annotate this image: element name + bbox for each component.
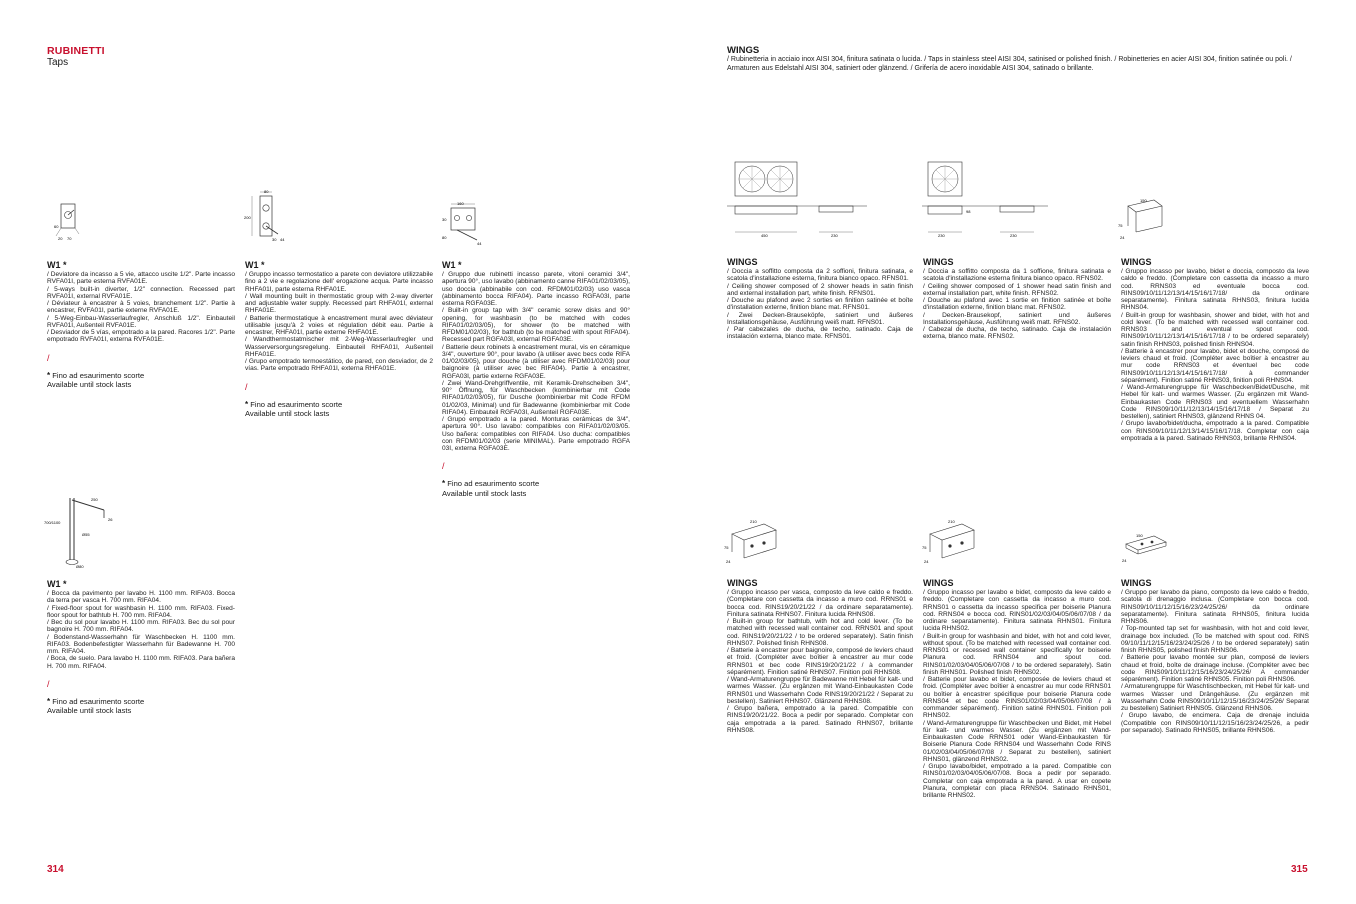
- product-description: / Doccia a soffitto composta da 2 soffioni, finitura satinata, e scatola d'installazione esterna, finitura bianco opaco. RFNS01. / Ceiling shower composed of 2 shower heads in satin finish and external installation part, white finish. RFNS01. / Douche au plafond avec 2 sorties en finition satinée et boîte d'installation externe, finition blanc mat. RFNS01. / Zwei Decken-Brauseköpfe, satiniert und äußeres Installationsgehäuse, Ausführung weiß matt. RFNS01. / Par cabezales de ducha, de techo, satinado. Caja de instalación externa, blanco mate. RFNS01.: [727, 268, 913, 341]
- dim-label: 24: [1122, 558, 1127, 563]
- product-description: / Gruppo incasso per lavabo e bidet, composto da leve caldo e freddo. (Completare con cassetta da incasso a muro cod. RRNS01 o cassetta da incasso specifica per boiserie Planura cod. RRNS04 e bocca cod. RINS01/02/03/04/05/06/07/08 / da ordinare separatamente). Finitura satinata RHNS01. Finitura lucida RHNS02. / Built-in group for washbasin and bidet, with hot and cold lever, without spout. (To be matched with recessed wall container cod. RRNS01 or recessed wall container specifically for boiserie Planura cod. RRNS04 and spout cod. RINS01/02/03/04/05/06/07/08 / to be ordered separately). Satin finish RHNS01. Polished finish RHNS02. / Batterie pour lavabo et bidet, composée de leviers chaud et froid. (Compléter avec boîtier à encastrer au mur code RRNS01 ou boîtier à encastrer spécifique pour boiserie Planura code RRNS04 et bec code RINS01/02/03/04/05/06/07/08 / à commander séparément). Finition satiné RHNS01. Finition poli RHNS02. / Wand-Armaturengruppe für Waschbecken und Bidet, mit Hebel für kalt- und warmes Wasser. (Zu ergänzen mit Wand-Einbaukasten Code RRNS01 oder Wand-Einbaukasten für Boiserie Planura Code RRNS04 und Wasserhahn Code RINS 01/02/03/04/05/06/07/08 / Separat zu bestellen), satiniert RHNS01, glänzend RHNS02. / Grupo lavabo/bidet, empotrado a la pared. Compatible con RINS01/02/03/04/05/06/07/08. Boca a pedir por separado. Completar con caja empotrada a la pared. A usar en copete Planura, completar con placa RRNS04. Satinado RHNS01, brillante RHNS02.: [923, 589, 1111, 799]
- thermostatic-drawing: [244, 188, 292, 246]
- dim-label: 44: [477, 241, 482, 246]
- slash-mark: /: [245, 381, 248, 392]
- dim-label: 230: [938, 233, 945, 238]
- product-block: [923, 578, 1111, 799]
- wall-group-drawing: [1118, 196, 1168, 242]
- dim-label: 160: [457, 201, 464, 206]
- dim-label: Ø80: [76, 564, 84, 569]
- floor-spout-drawing: [44, 490, 124, 570]
- stock-note-en: Available until stock lasts: [47, 380, 132, 389]
- two-tap-drawing: [441, 200, 491, 246]
- stock-note-en: Available until stock lasts: [442, 488, 527, 498]
- dim-label: 80: [264, 189, 269, 194]
- page-number-right: 315: [1291, 864, 1308, 875]
- stock-note-en: Available until stock lasts: [245, 409, 330, 418]
- star-mark: *: [47, 696, 51, 706]
- star-mark: *: [442, 479, 446, 489]
- product-title: W1 *: [47, 579, 67, 589]
- slash-mark: /: [47, 678, 50, 689]
- dim-label: 24: [726, 559, 731, 564]
- product-block: [47, 579, 235, 716]
- basin-bidet-group-drawing: [922, 516, 982, 566]
- product-block: [923, 257, 1111, 341]
- series-title: WINGS: [727, 45, 760, 56]
- dim-label: 60: [54, 224, 59, 229]
- dim-label: 250: [91, 497, 98, 502]
- series-description: / Rubinetteria in acciaio inox AISI 304, finitura satinata o lucida. / Taps in stainless steel AISI 304, satinised or polished finish. / Robinetteries en acier AISI 304, finition satinée ou poli. / Armaturen aus Edelstahl AISI 304, satiniert oder glänzend. / Grifería de acero inoxidable AISI 304, satinado o brillante.: [727, 56, 1292, 72]
- dim-label: 75: [922, 545, 927, 550]
- page-number-left: 314: [47, 864, 64, 875]
- stock-note-it: Fino ad esaurimento scorte: [447, 479, 540, 489]
- dim-label: 24: [924, 559, 929, 564]
- single-shower-drawing: [922, 160, 1052, 240]
- dim-label: 75: [1118, 223, 1123, 228]
- dim-label: 210: [948, 519, 955, 524]
- product-title: WINGS: [923, 257, 954, 267]
- stock-note: [47, 371, 235, 390]
- diverter-drawing: [52, 198, 82, 244]
- top-mounted-drawing: [1120, 532, 1170, 566]
- product-description: / Gruppo incasso per lavabo, bidet e doccia, composto da leve caldo e freddo. (Completare con cassetta da incasso a muro cod. RRNS03 ed eventuale bocca cod. RINS09/10/11/12/13/14/15/16/17/18/ da ordinare separatamente). Finitura satinata RHNS03, finitura lucida RHNS04. / Built-in group for washbasin, shower and bidet, with hot and cold lever. (To be matched with recessed wall container cod. RRNS03 and eventual spout cod. RINS09/10/11/12/13/14/15/16/17/18 / to be ordered separately) satin finish RHNS03, polished finish RHNS04. / Batterie à encastrer pour lavabo, bidet et douche, composé de leviers chaud et froid. (Compléter avec boîtier à encastrer au mur code RRNS03 et éventuel bec code RINS09/10/11/12/13/14/15/16/17/18/ à commander séparément). Finition satiné RHNS03, finition poli RHNS04. / Wand-Armaturengruppe für Waschbecken/Bidet/Dusche, mit Hebel für kalt- und warmes Wasser. (Zu ergänzen mit Wand-Einbaukasten Code RRNS03 und eventuellem Wasserhahn Code RINS09/10/11/12/13/14/15/16/17/18 / Separat zu bestellen), satiniert RHNS03, glänzend RHNS 04. / Grupo lavabo/bidet/ducha, empotrado a la pared. Compatible con RINS09/10/11/12/13/14/15/16/17/18. Completar con caja empotrada a la pared. Satinado RHNS03, brillante RHNS04.: [1121, 268, 1309, 442]
- product-description: / Doccia a soffitto composta da 1 soffione, finitura satinata e scatola d'installazione esterna finitura bianco opaco. RFNS02. / Ceiling shower composed of 1 shower head satin finish and external installation part, white finish. RFNS02. / Douche au plafond avec 1 sortie en finition satinée et boîte d'installation externe, finition blanc mat. RFNS02. / Decken-Brausekopf, satiniert und äußeres Installationsgehäuse, Ausführung weiß matt. RFNS02. / Cabezal de ducha, de techo, satinado. Caja de instalación externa, blanco mate. RFNS02.: [923, 268, 1111, 341]
- product-title: W1 *: [47, 260, 67, 270]
- product-block: [442, 260, 630, 498]
- product-title: WINGS: [727, 257, 758, 267]
- product-description: / Bocca da pavimento per lavabo H. 1100 mm. RIFA03. Bocca da terra per vasca H. 700 mm. RIFA04. / Fixed-floor spout for washbasin H. 1100 mm. RIFA03. Fixed-floor spout for bathtub H. 700 mm. RIFA04. / Bec du sol pour lavabo H. 1100 mm. RIFA03. Bec du sol pour bagnoire H. 700 mm. RIFA04. / Bodenstand-Wasserhahn für Waschbecken H. 1100 mm. RIFA03. Bodenbefestigter Wasserhahn für Badewanne H. 700 mm. RIFA04. / Boca, de suelo. Para lavabo H. 1100 mm. RIFA03. Para bañera H. 700 mm. RIFA04.: [47, 590, 235, 670]
- dim-label: 150: [1140, 198, 1147, 203]
- section-title: RUBINETTI: [47, 45, 105, 57]
- dim-label: 98: [966, 209, 971, 214]
- stock-note-it: Fino ad esaurimento scorte: [52, 696, 145, 706]
- product-description: / Gruppo per lavabo da piano, composto da leve caldo e freddo, scatola di drenaggio inclusa. (Completare con bocca cod. RINS09/10/11/12/15/16/23/24/25/26/ da ordinare separatamente). Finitura satinata RHNS05, finitura lucida RHNS06. / Top-mounted tap set for washbasin, with hot and cold lever, drainage box included. (To be matched with spout cod. RINS 09/10/11/12/15/16/23/24/25/26 / to be ordered separately) satin finish RHNS05, polished finish RHNS06. / Batterie pour lavabo montée sur plan, composé de leviers chaud et froid, boîte de drainage incluse. (Compléter avec bec code RINS09/10/11/12/15/16/23/24/25/26/ A commander séparément). Finition satiné RHNS05. Finition poli RHNS06. / Armaturengruppe für Waschtischbecken, mit Hebel für kalt- und warmes Wasser und Drängehäuse. (Zu ergänzen mit Wasserhahn Code RINS09/10/11/12/15/16/23/24/25/26/ Separat zu bestellen) Satiniert RHNS05. Glänzend RHNS06. / Grupo lavabo, de encimera. Caja de drenaje incluida (Compatible con RINS09/10/11/12/15/16/23/24/25/26, a pedir por separado). Satinado RHNS05, brillante RHNS06.: [1121, 589, 1309, 734]
- dim-label: 20: [58, 236, 63, 241]
- bathtub-group-drawing: [724, 516, 784, 566]
- product-title: WINGS: [727, 578, 758, 588]
- product-description: / Gruppo due rubinetti incasso parete, vitoni ceramici 3/4", apertura 90°, uso lavabo (abbinamento canne RIFA01/02/03/05), uso doccia (abbinabile con cod. RFDM01/02/03) uso vasca (abbinamento bocca RIFA04). Parte incasso RGFA03I, parte esterna RGFA03E. / Built-in group tap with 3/4" ceramic screw disks and 90° opening, for washbasin (to be matched with codes RIFA01/02/03/05), for shower (to be matched with RFDM01/02/03), for bathtub (to be matched with spout RIFA04). Recessed part RGFA03I, external RGFA03E. / Batterie deux robinets à encastrement mural, vis en céramique 3/4", ouverture 90°, pour lavabo (à utiliser avec becs code RIFA 01/02/03/05), pour douche (à utiliser avec RFDM01/02/03) pour baignoire (à utiliser avec bec RIFA04). Partie à encastrer, RGFA03I, partie externe RGFA03E. / Zwei Wand-Drehgriffventile, mit Keramik-Drehscheiben 3/4", 90° Öffnung, für Waschbecken (kombinierbar mit Code RIFA01/02/03/05), für Dusche (kombinierbar mit Code RFDM 01/02/03, Minimal) und für Badewanne (kombinierbar mit Code RIFA04). Einbauteil RGFA03I, Außenteil RGFA03E. / Grupo empotrado a la pared. Monturas cerámicas de 3/4", apertura 90°. Uso lavabo: compatibles con RIFA01/02/03/05. Uso bañera: compatibles con RIFA04. Uso ducha: compatibles con RFDM01/02/03 (serie MINIMAL). Parte empotrado RGFA 03I, externa RGFA03E.: [442, 271, 630, 452]
- dim-label: 230: [831, 233, 838, 238]
- star-mark: *: [245, 399, 249, 409]
- product-description: / Gruppo incasso per vasca, composto da leve caldo e freddo. (Completare con cassetta da incasso a muro cod. RRNS01 e bocca cod. RINS19/20/21/22 / da ordinare separatamente). Finitura satinata RHNS07. Finitura lucida RHNS08. / Built-in group for bathtub, with hot and cold lever. (To be matched with recessed wall container cod. RRNS01 and spout cod. RINS19/20/21/22 / to be ordered separately). Satin finish RHNS07. Polished finish RHNS08. / Batterie à encastrer pour baignoire, composé de leviers chaud et froid. (Compléter avec boîtier à encastrer au mur code RRNS01 et bec code RINS19/20/21/22 / à commander séparément). Finition satiné RHNS07. Finition poli RHNS08. / Wand-Armaturengruppe für Badewanne mit Hebel für kalt- und warmes Wasser. (Zu ergänzen mit Wand-Einbaukasten Code RRNS01 und Wasserhahn Code RINS19/20/21/22 / Separat zu bestellen). Satiniert RHNS07. Glänzend RHNS08. / Grupo bañera, empotrado a la pared. Compatible con RINS19/20/21/22. Boca a pedir por separado. Completar con caja empotrada a la pared. Satinado RHNS07, brillante RHNS08.: [727, 589, 913, 734]
- dim-label: 230: [1010, 233, 1017, 238]
- slash-mark: /: [442, 461, 445, 472]
- stock-note: [245, 400, 433, 419]
- product-title: WINGS: [1121, 578, 1152, 588]
- dim-label: 30: [272, 237, 277, 242]
- dim-label: 44: [280, 237, 285, 242]
- product-block: [1121, 578, 1309, 734]
- dim-label: 70: [67, 236, 72, 241]
- product-block: [727, 257, 913, 341]
- dim-label: 200: [244, 215, 251, 220]
- stock-note-en: Available until stock lasts: [47, 706, 132, 716]
- dim-label: Ø55: [82, 532, 90, 537]
- dim-label: 24: [1120, 235, 1125, 240]
- dim-label: 75: [724, 545, 729, 550]
- product-block: [727, 578, 913, 734]
- product-description: / Gruppo incasso termostatico a parete con deviatore utilizzabile fino a 2 vie e regolazione dell' erogazione acqua. Parte incasso RHFA01I, parte esterna RHFA01E. / Wall mounting built in thermostatic group with 2-way diverter and adjustable water supply. Recessed part RHFA01I, external RHFA01E. / Batterie thermostatique à encastrement mural avec déviateur utilisable jusqu'à 2 voies et régulation débit eau. Partie à encastrer, RHFA01I, partie externe RHFA01E. / Wandthermostatmischer mit 2-Weg-Wasserlaufregler und Wasserversorgungsregelung. Einbauteil RHFA01I, Außenteil RHFA01E. / Grupo empotrado termoestático, de pared, con desviador, de 2 vías. Parte empotrado RHFA01I, externa RHFA01E.: [245, 271, 433, 373]
- dim-label: 80: [442, 235, 447, 240]
- slash-mark: /: [47, 352, 50, 363]
- stock-note-it: Fino ad esaurimento scorte: [52, 370, 145, 380]
- dim-label: 30: [442, 217, 447, 222]
- stock-note: [442, 479, 630, 498]
- product-block: [47, 260, 235, 390]
- product-block: [245, 260, 433, 419]
- product-block: [1121, 257, 1309, 442]
- dim-label: 210: [750, 519, 757, 524]
- stock-note-it: Fino ad esaurimento scorte: [250, 399, 343, 409]
- star-mark: *: [47, 370, 51, 380]
- product-title: WINGS: [1121, 257, 1152, 267]
- section-subtitle: Taps: [47, 57, 69, 68]
- product-title: WINGS: [923, 578, 954, 588]
- double-shower-drawing: [727, 160, 867, 240]
- dim-label: 150: [1136, 533, 1143, 538]
- dim-label: 26: [108, 517, 113, 522]
- dim-label: 700/1100: [44, 520, 61, 525]
- product-title: W1 *: [245, 260, 265, 270]
- dim-label: 450: [761, 233, 768, 238]
- product-description: / Deviatore da incasso a 5 vie, attacco uscite 1/2". Parte incasso RVFA01I, parte esterna RVFA01E. / 5-ways built-in diverter, 1/2" connection. Recessed part RVFA01I, external RVFA01E. / Déviateur à encastrer à 5 voies, branchement 1/2". Partie à encastrer, RVFA01I, partie externe RVFA01E. / 5-Weg-Einbau-Wasserlaufregler, Anschluß 1/2". Einbauteil RVFA01I, Außenteil RVFA01E. / Desviador de 5 vías, empotrado a la pared. Racores 1/2". Parte empotrado RVFA01I, externa RVFA01E.: [47, 271, 235, 344]
- stock-note: [47, 697, 235, 716]
- product-title: W1 *: [442, 260, 462, 270]
